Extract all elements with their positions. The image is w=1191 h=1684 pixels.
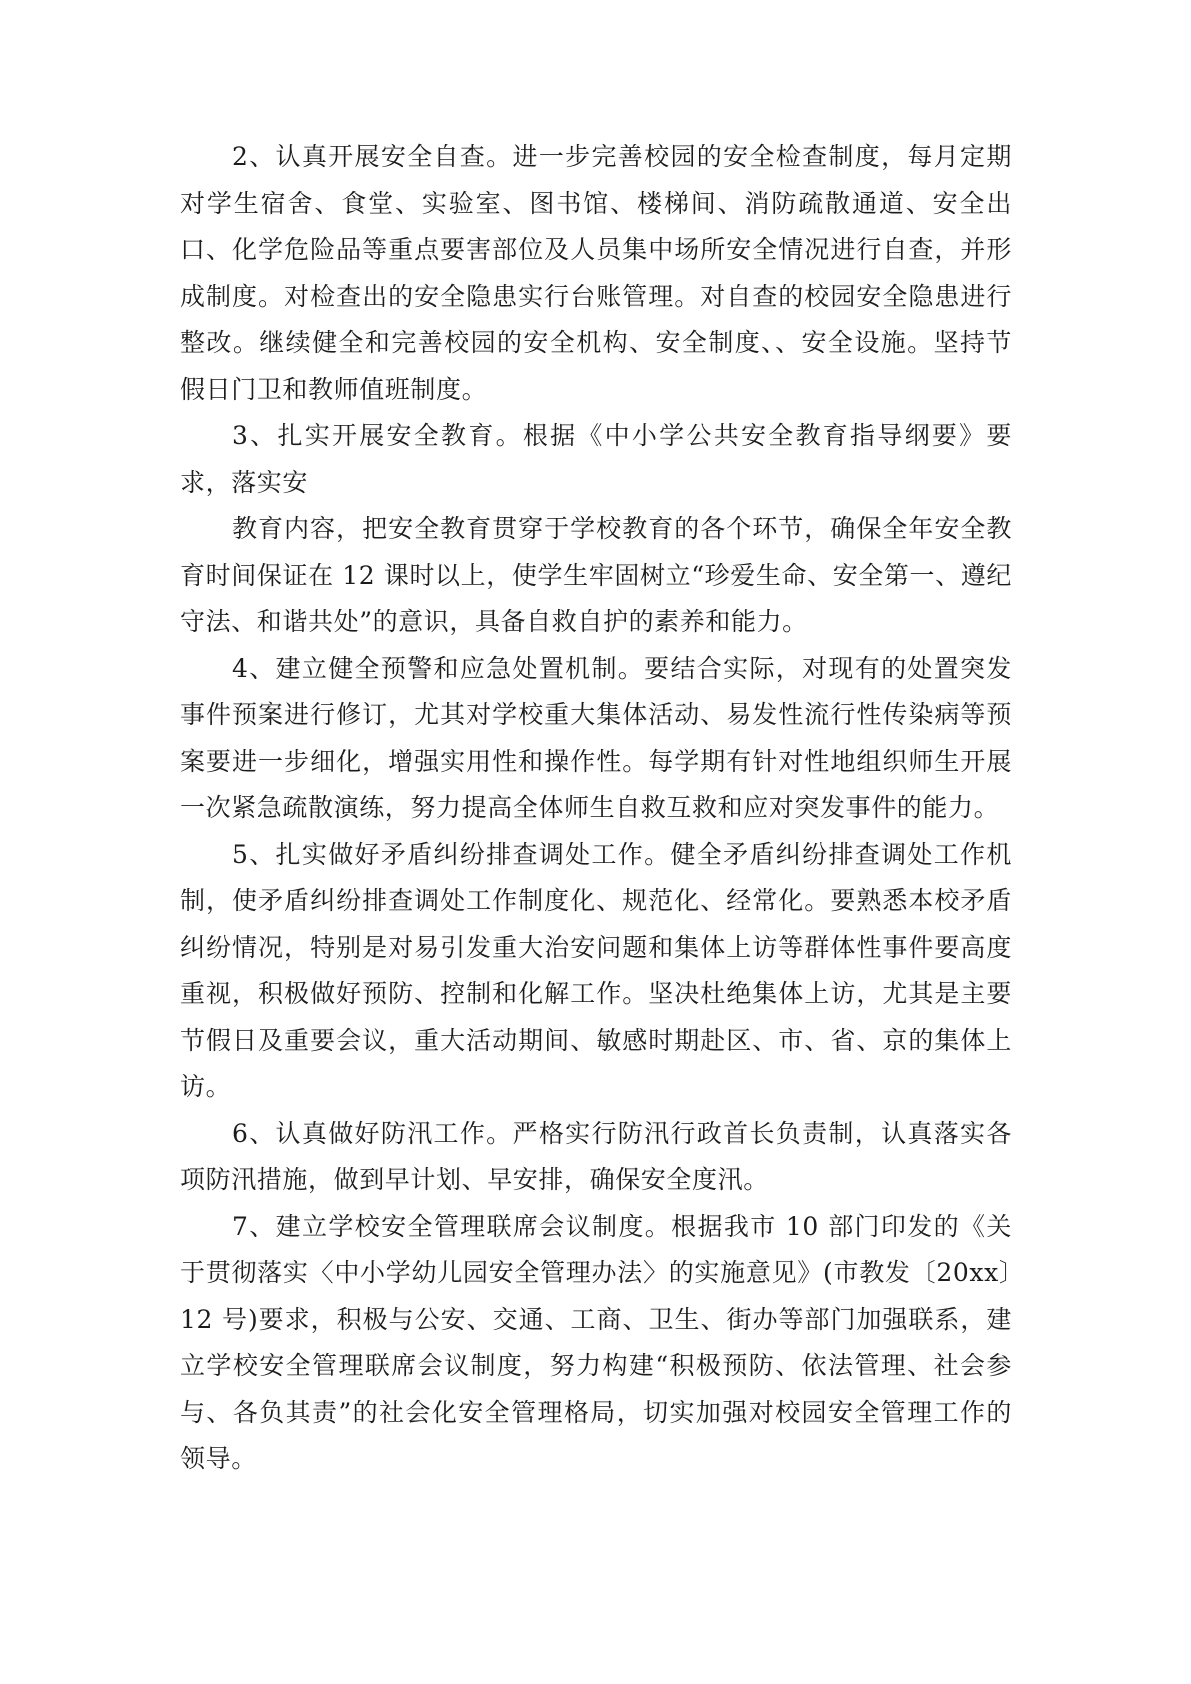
paragraph-item-3-safety-education: 3、扎实开展安全教育。根据《中小学公共安全教育指导纲要》要求，落实安: [180, 421, 1012, 497]
paragraph-education-content: 教育内容，把安全教育贯穿于学校教育的各个环节，确保全年安全教育时间保证在 12 课时以上，使学生牢固树立“珍爱生命、安全第一、遵纪守法、和谐共处”的意识，具备自救自护的素养和能力。: [180, 514, 1012, 636]
paragraph-item-7-joint-meeting: 7、建立学校安全管理联席会议制度。根据我市 10 部门印发的《关于贯彻落实〈中小学幼儿园安全管理办法〉的实施意见》(市教发〔20xx〕12 号)要求，积极与公安、交通、工商、卫生、街办等部门加强联系，建立学校安全管理联席会议制度，努力构建“积极预防、依法管理、社会参与、各负其责”的社会化安全管理格局，切实加强对校园安全管理工作的领导。: [180, 1211, 1012, 1473]
paragraph-item-4-emergency-mechanism: 4、建立健全预警和应急处置机制。要结合实际，对现有的处置突发事件预案进行修订，尤其对学校重大集体活动、易发性流行性传染病等预案要进一步细化，增强实用性和操作性。每学期有针对性地组织师生开展一次紧急疏散演练，努力提高全体师生自救互救和应对突发事件的能力。: [180, 653, 1012, 822]
paragraph-item-5-dispute-resolution: 5、扎实做好矛盾纠纷排查调处工作。健全矛盾纠纷排查调处工作机制，使矛盾纠纷排查调处工作制度化、规范化、经常化。要熟悉本校矛盾纠纷情况，特别是对易引发重大治安问题和集体上访等群体性事件要高度重视，积极做好预防、控制和化解工作。坚决杜绝集体上访，尤其是主要节假日及重要会议，重大活动期间、敏感时期赴区、市、省、京的集体上访。: [180, 839, 1012, 1101]
document-body: [180, 134, 1012, 1483]
paragraph-item-2-self-inspection: 2、认真开展安全自查。进一步完善校园的安全检查制度，每月定期对学生宿舍、食堂、实验室、图书馆、楼梯间、消防疏散通道、安全出口、化学危险品等重点要害部位及人员集中场所安全情况进行自查，并形成制度。对检查出的安全隐患实行台账管理。对自查的校园安全隐患进行整改。继续健全和完善校园的安全机构、安全制度、、安全设施。坚持节假日门卫和教师值班制度。: [180, 142, 1012, 404]
paragraph-item-6-flood-prevention: 6、认真做好防汛工作。严格实行防汛行政首长负责制，认真落实各项防汛措施，做到早计划、早安排，确保安全度汛。: [180, 1118, 1012, 1194]
